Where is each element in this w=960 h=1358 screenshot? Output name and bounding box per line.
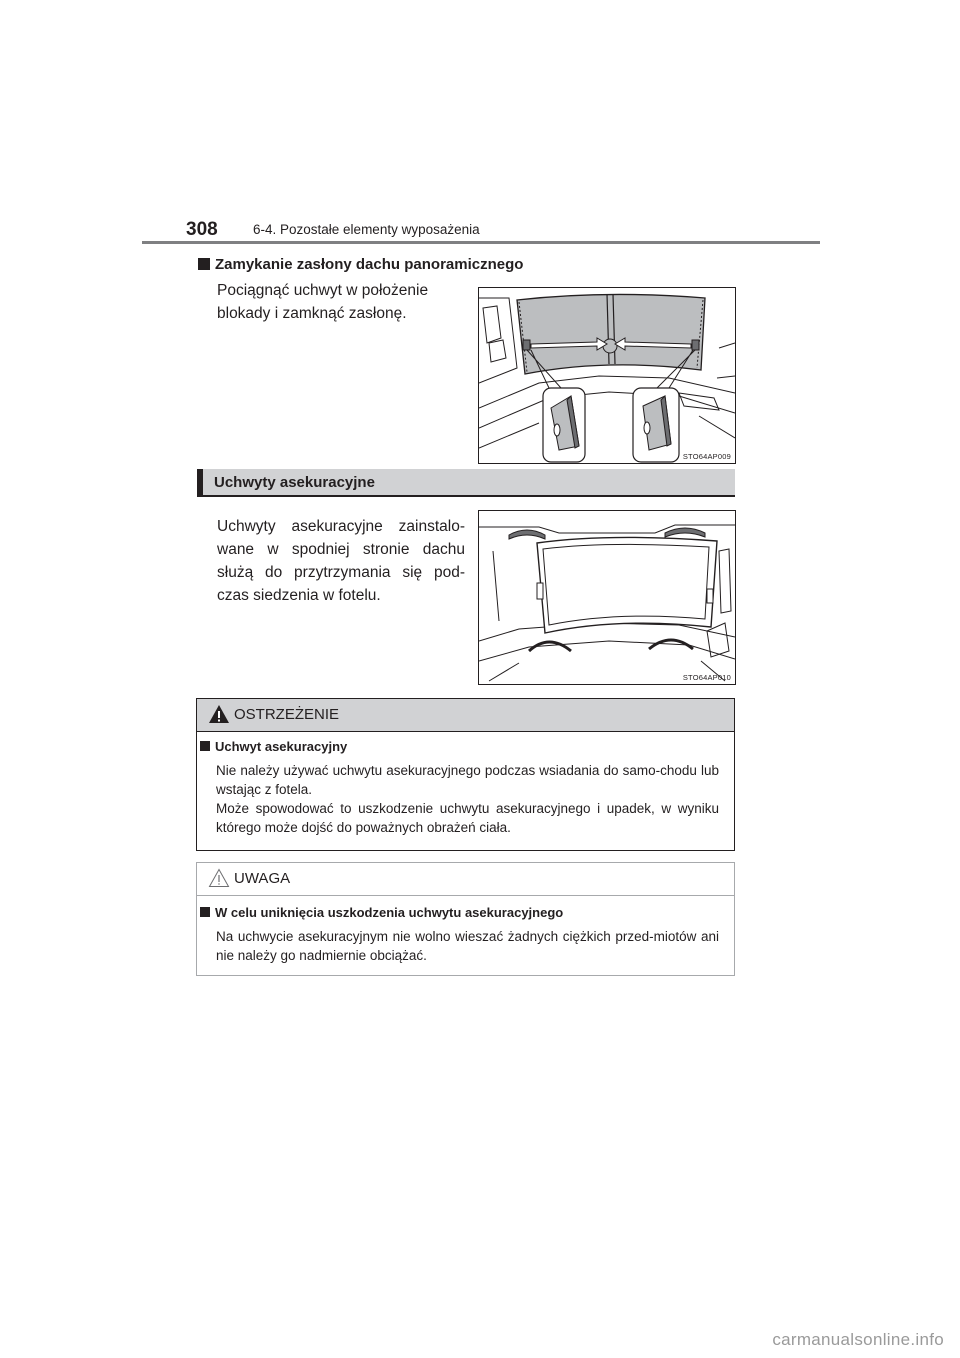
warning-paragraph: Nie należy używać uchwytu asekuracyjnego podczas wsiadania do samo-chodu lub wstając z fotela. bbox=[216, 763, 719, 797]
curtain-closing-heading-text: Zamykanie zasłony dachu panoramicznego bbox=[215, 256, 524, 273]
warning-sub-heading bbox=[200, 739, 347, 754]
curtain-closing-heading bbox=[198, 256, 523, 273]
section-title: 6-4. Pozostałe elementy wyposażenia bbox=[253, 222, 480, 237]
roof-curtain-illustration bbox=[479, 288, 735, 463]
header-divider bbox=[142, 241, 820, 244]
watermark: carmanualsonline.info bbox=[772, 1330, 944, 1349]
warning-header bbox=[197, 699, 734, 732]
warning-body bbox=[216, 761, 719, 837]
figure-code: STO64AP010 bbox=[682, 673, 731, 682]
caution-box bbox=[196, 862, 735, 976]
grips-section-heading: Uchwyty asekuracyjne bbox=[214, 474, 375, 491]
curtain-closing-text: Pociągnąć uchwyt w położenie blokady i zamknąć zasłonę. bbox=[217, 282, 429, 322]
curtain-closing-figure bbox=[478, 287, 736, 464]
assist-grips-illustration bbox=[479, 511, 735, 684]
caution-triangle-icon bbox=[208, 868, 230, 888]
grips-section-bar bbox=[197, 469, 735, 497]
page-number: 308 bbox=[186, 219, 218, 240]
grips-text: Uchwyty asekuracyjne zainstalo-wane w spodniej stronie dachu służą do przytrzymania się pod-czas siedzenia w fotelu. bbox=[217, 518, 465, 604]
warning-box bbox=[196, 698, 735, 851]
warning-title: OSTRZEŻENIE bbox=[234, 706, 340, 723]
square-bullet-icon bbox=[200, 907, 210, 917]
warning-sub-heading-text: Uchwyt asekuracyjny bbox=[215, 739, 348, 754]
square-bullet-icon bbox=[198, 258, 210, 270]
caution-sub-heading-text: W celu uniknięcia uszkodzenia uchwytu asekuracyjnego bbox=[215, 905, 564, 920]
caution-paragraph: Na uchwycie asekuracyjnym nie wolno wieszać żadnych ciężkich przed-miotów ani nie należy go nadmiernie obciążać. bbox=[216, 929, 719, 963]
square-bullet-icon bbox=[200, 741, 210, 751]
caution-header bbox=[197, 863, 734, 896]
warning-paragraph: Może spowodować to uszkodzenie uchwytu asekuracyjnego i upadek, w wyniku którego może dojść do poważnych obrażeń ciała. bbox=[216, 801, 719, 835]
figure-code: STO64AP009 bbox=[682, 452, 731, 461]
caution-title: UWAGA bbox=[234, 870, 291, 887]
grips-figure bbox=[478, 510, 736, 685]
caution-sub-heading bbox=[200, 905, 563, 920]
caution-body bbox=[216, 927, 719, 965]
warning-triangle-icon bbox=[208, 704, 230, 724]
